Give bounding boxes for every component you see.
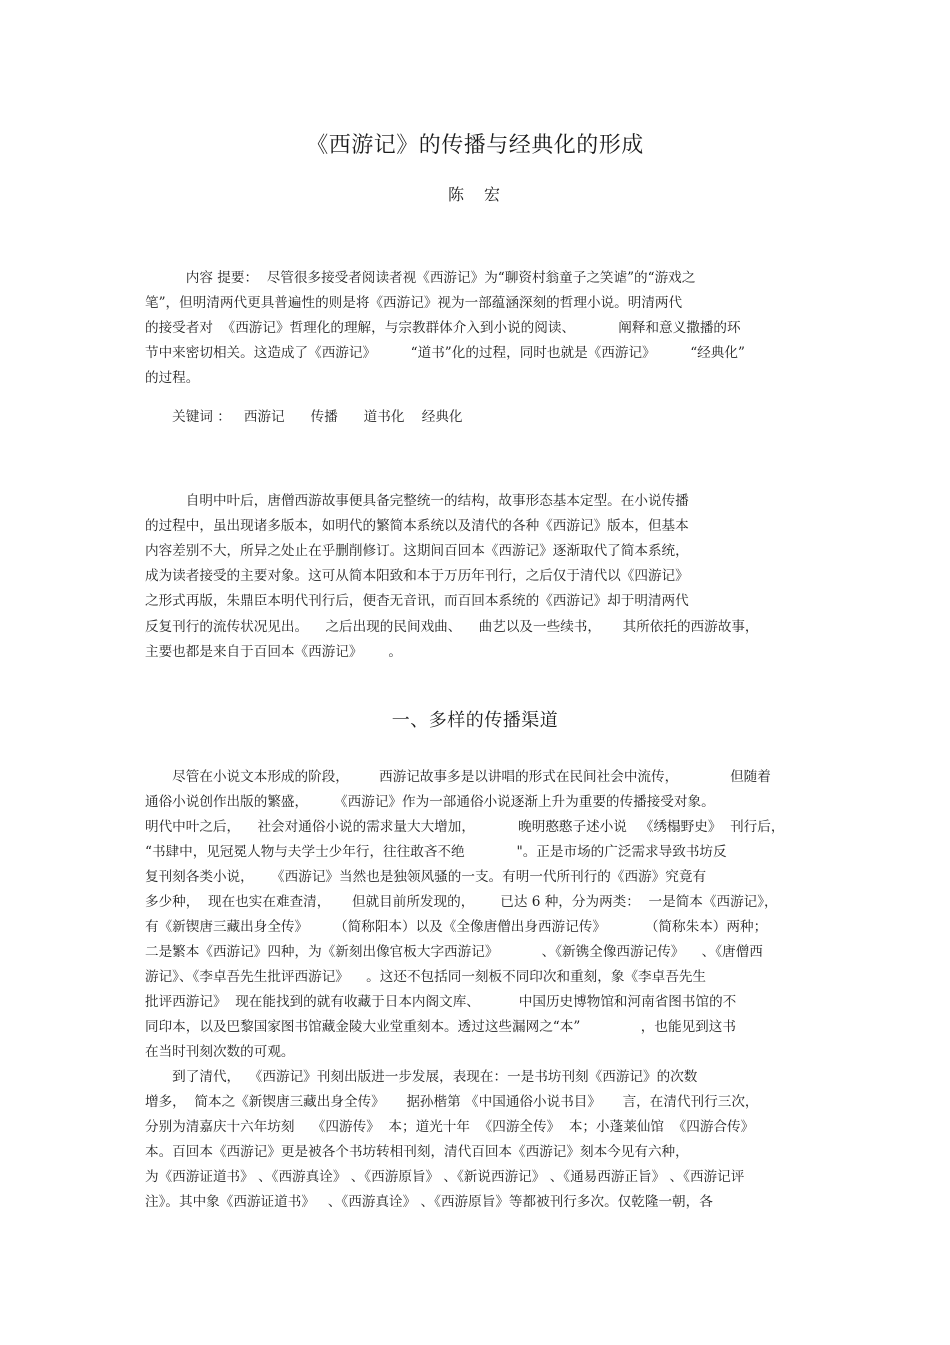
abstract-line: 的接受者对 《西游记》哲理化的理解，与宗教群体介入到小说的阅读、 阐释和意义撒播的环 xyxy=(145,320,741,336)
keywords-line: 关键词 ： 西游记 传播 道书化 经典化 xyxy=(145,409,463,425)
paragraph-line: 为《西游证道书》 、《西游真诠》 、《西游原旨》 、《新说西游记》 、《通易西游正旨》 、《西游记评 xyxy=(145,1169,745,1185)
abstract-line: 节中来密切相关。这造成了《西游记》 “道书”化的过程，同时也就是《西游记》 “经典化” xyxy=(145,345,745,361)
paragraph-line: 自明中叶后，唐僧西游故事便具备完整统一的结构，故事形态基本定型。在小说传播 xyxy=(145,493,689,509)
paragraph-line: 成为读者接受的主要对象。这可从简本阳致和本于万历年刊行，之后仅于清代以《四游记》 xyxy=(145,568,689,584)
paragraph-line: 主要也都是来自于百回本《西游记》 。 xyxy=(145,644,403,660)
paragraph-line: 有《新锲唐三藏出身全传》 （简称阳本）以及《全像唐僧出身西游记传》 （简称朱本）两种； xyxy=(145,919,768,935)
paragraph-line: 分别为清嘉庆十六年坊刻 《四游传》 本；道光十年 《四游全传》 本；小蓬莱仙馆 《四游合传》 xyxy=(145,1119,755,1135)
abstract-line: 的过程。 xyxy=(145,370,200,386)
paragraph-line: 本。百回本《西游记》更是被各个书坊转相刊刻，清代百回本《西游记》刻本今见有六种， xyxy=(145,1144,689,1160)
paragraph-line: 同印本，以及巴黎国家图书馆藏金陵大业堂重刻本。透过这些漏网之“本” ，也能见到这书 xyxy=(145,1019,736,1035)
paragraph-line: 注》。其中象《西游证道书》 、《西游真诠》 、《西游原旨》等都被刊行多次。仅乾隆一朝，各 xyxy=(145,1194,713,1210)
paragraph-line: 游记》、《李卓吾先生批评西游记》 。这还不包括同一刻板不同印次和重刻，象《李卓吾先生 xyxy=(145,969,707,985)
section-heading: 一、多样的传播渠道 xyxy=(391,710,559,731)
paragraph-line: 批评西游记》 现在能找到的就有收藏于日本内阁文库、 中国历史博物馆和河南省图书馆的不 xyxy=(145,994,737,1010)
article-title: 《西游记》的传播与经典化的形成 xyxy=(306,133,644,158)
paragraph-line: 到了清代， 《西游记》刊刻出版进一步发展，表现在：一是书坊刊刻《西游记》的次数 xyxy=(145,1069,698,1085)
paragraph-line: 通俗小说创作出版的繁盛， 《西游记》作为一部通俗小说逐渐上升为重要的传播接受对象。 xyxy=(145,794,715,810)
author-name: 陈 宏 xyxy=(447,185,502,204)
paragraph-line: 的过程中，虽出现诸多版本，如明代的繁简本系统以及清代的各种《西游记》版本，但基本 xyxy=(145,518,689,534)
paragraph-line: 在当时刊刻次数的可观。 xyxy=(145,1044,295,1060)
paragraph-line: 明代中叶之后， 社会对通俗小说的需求量大大增加， 晚明憨憨子述小说 《绣榻野史》 刊行后， xyxy=(145,819,785,835)
paragraph-line: 内容差别不大，所异之处止在乎删削修订。这期间百回本《西游记》逐渐取代了简本系统， xyxy=(145,543,689,559)
abstract-line: 内容 提要： 尽管很多接受者阅读者视《西游记》为“聊资村翁童子之笑谑”的“游戏之 xyxy=(145,270,696,286)
paragraph-line: 反复刊行的流传状况见出。 之后出现的民间戏曲、 曲艺以及一些续书， 其所依托的西游故事， xyxy=(145,619,759,635)
paragraph-line: 复刊刻各类小说， 《西游记》当然也是独领风骚的一支。有明一代所刊行的《西游》究竟有 xyxy=(145,869,707,885)
paragraph-line: 尽管在小说文本形成的阶段， 西游记故事多是以讲唱的形式在民间社会中流传， 但随着 xyxy=(145,769,771,785)
paragraph-line: 二是繁本《西游记》四种，为《新刻出像官板大字西游记》 、《新镌全像西游记传》 、《唐僧西 xyxy=(145,944,763,960)
paragraph-line: “书肆中，见冠冕人物与夫学士少年行，往往敢吝不绝 "。正是市场的广泛需求导致书坊反 xyxy=(145,844,727,860)
paragraph-line: 之形式再版，朱鼎臣本明代刊行后，便杳无音讯，而百回本系统的《西游记》却于明清两代 xyxy=(145,593,689,609)
paragraph-line: 增多， 简本之《新锲唐三藏出身全传》 据孙楷第 《中国通俗小说书目》 言，在清代刊行三次， xyxy=(145,1094,759,1110)
paragraph-line: 多少种， 现在也实在难查清， 但就目前所发现的， 已达 6 种，分为两类： 一是简本《西游记》， xyxy=(145,894,778,910)
abstract-line: 笔”，但明清两代更具普遍性的则是将《西游记》视为一部蕴涵深刻的哲理小说。明清两代 xyxy=(145,295,683,311)
